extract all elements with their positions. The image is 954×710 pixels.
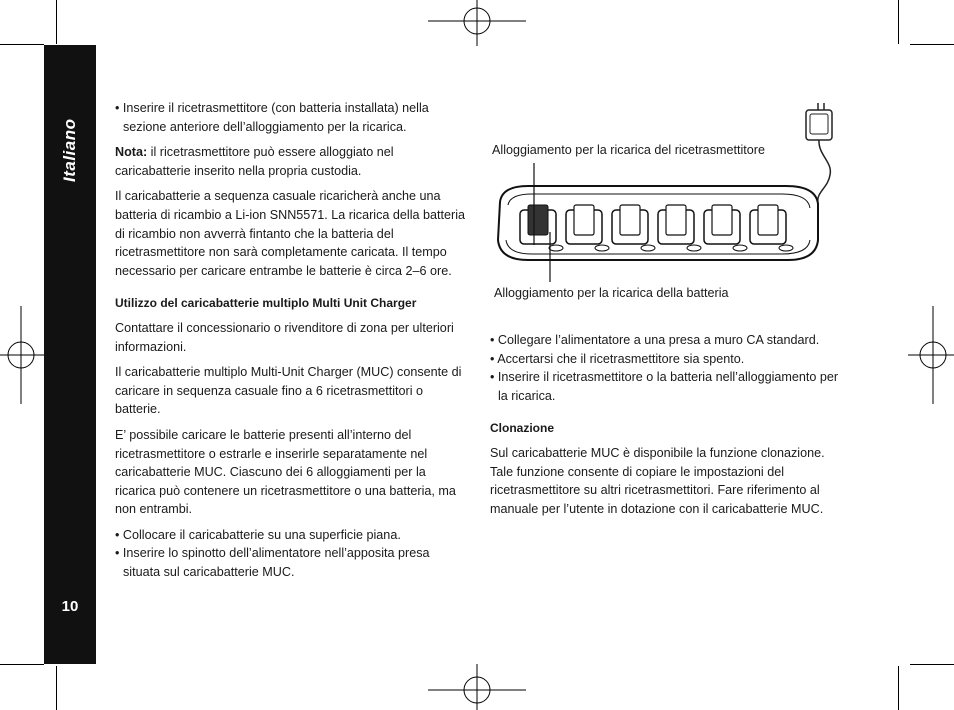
page-number: 10 (61, 598, 79, 615)
crop-mark (910, 664, 954, 665)
bullet-plug-adapter: • Inserire lo spinotto dell’alimentatore nell’apposita presa situata sul caricabatterie MUC. (115, 546, 430, 580)
bullet-flat-surface: • Collocare il caricabatterie su una superficie piana. (115, 527, 401, 542)
registration-mark-right (908, 306, 954, 404)
paragraph-muc-description: Il caricabatterie multiplo Multi-Unit Charger (MUC) consente di caricare in sequenza casuale fino a 6 ricetrasmettitori o batterie. (115, 365, 462, 417)
paragraph-contact-dealer: Contattare il concessionario o rivenditore di zona per ulteriori informazioni. (115, 320, 454, 354)
crop-mark (56, 666, 57, 710)
charger-illustration (488, 100, 848, 290)
right-column (490, 331, 842, 518)
registration-mark-bottom (428, 664, 526, 710)
note-paragraph (115, 143, 467, 180)
section-heading-cloning: Clonazione (490, 421, 555, 436)
crop-mark (56, 0, 57, 44)
bullet-connect-adapter: • Collegare l’alimentatore a una presa a muro CA standard. (490, 333, 820, 347)
note-label: Nota: (115, 145, 148, 160)
crop-mark (898, 666, 899, 710)
bullet-radio-off: • Accertarsi che il ricetrasmettitore sia spento. (490, 351, 745, 366)
paragraph-charging-slots: E’ possibile caricare le batterie presenti all’interno del ricetrasmettitore o estrarle e inserirle separatamente nel caricabatterie MUC. Ciascuno dei 6 alloggiamenti per la ricarica può contenere un ricetrasmettitore o una batteria, ma non entrambi. (115, 427, 456, 517)
crop-mark (910, 44, 954, 45)
sidebar-language-title: Italiano (60, 118, 79, 182)
note-text: il ricetrasmettitore può essere alloggiato nel caricabatterie inserito nella propria custodia. (115, 145, 394, 178)
left-column (115, 99, 467, 582)
registration-mark-top (428, 0, 526, 46)
paragraph-cloning: Sul caricabatterie MUC è disponibile la funzione clonazione. Tale funzione consente di copiare le impostazioni del ricetrasmettitore su altri ricetrasmettitori. Fare riferimento al manuale per l’utente in dotazione con il caricabatterie MUC. (490, 445, 825, 516)
registration-mark-left (0, 306, 46, 404)
crop-mark (898, 0, 899, 44)
section-heading-muc: Utilizzo del caricabatterie multiplo Multi Unit Charger (115, 296, 417, 311)
crop-mark (0, 44, 44, 45)
bullet-insert-radio: • Inserire il ricetrasmettitore (con batteria installata) nella sezione anteriore dell’alloggiamento per la ricarica. (115, 101, 429, 134)
crop-mark (0, 664, 44, 665)
label-battery-slot: Alloggiamento per la ricarica della batteria (494, 286, 729, 300)
bullet-insert-unit: • Inserire il ricetrasmettitore o la batteria nell’alloggiamento per la ricarica. (490, 370, 839, 403)
paragraph-spare-battery: Il caricabatterie a sequenza casuale ricaricherà anche una batteria di ricambio a Li-ion SNN5571. La ricarica della batteria di ricambio non avverrà fintanto che la batteria del ricetrasmettitore non sarà completamente caricata. Il tempo necessario per caricare entrambe le batterie è circa 2–6 ore. (115, 189, 466, 278)
label-radio-slot: Alloggiamento per la ricarica del ricetrasmettitore (492, 143, 765, 157)
multi-unit-charger (498, 186, 818, 260)
